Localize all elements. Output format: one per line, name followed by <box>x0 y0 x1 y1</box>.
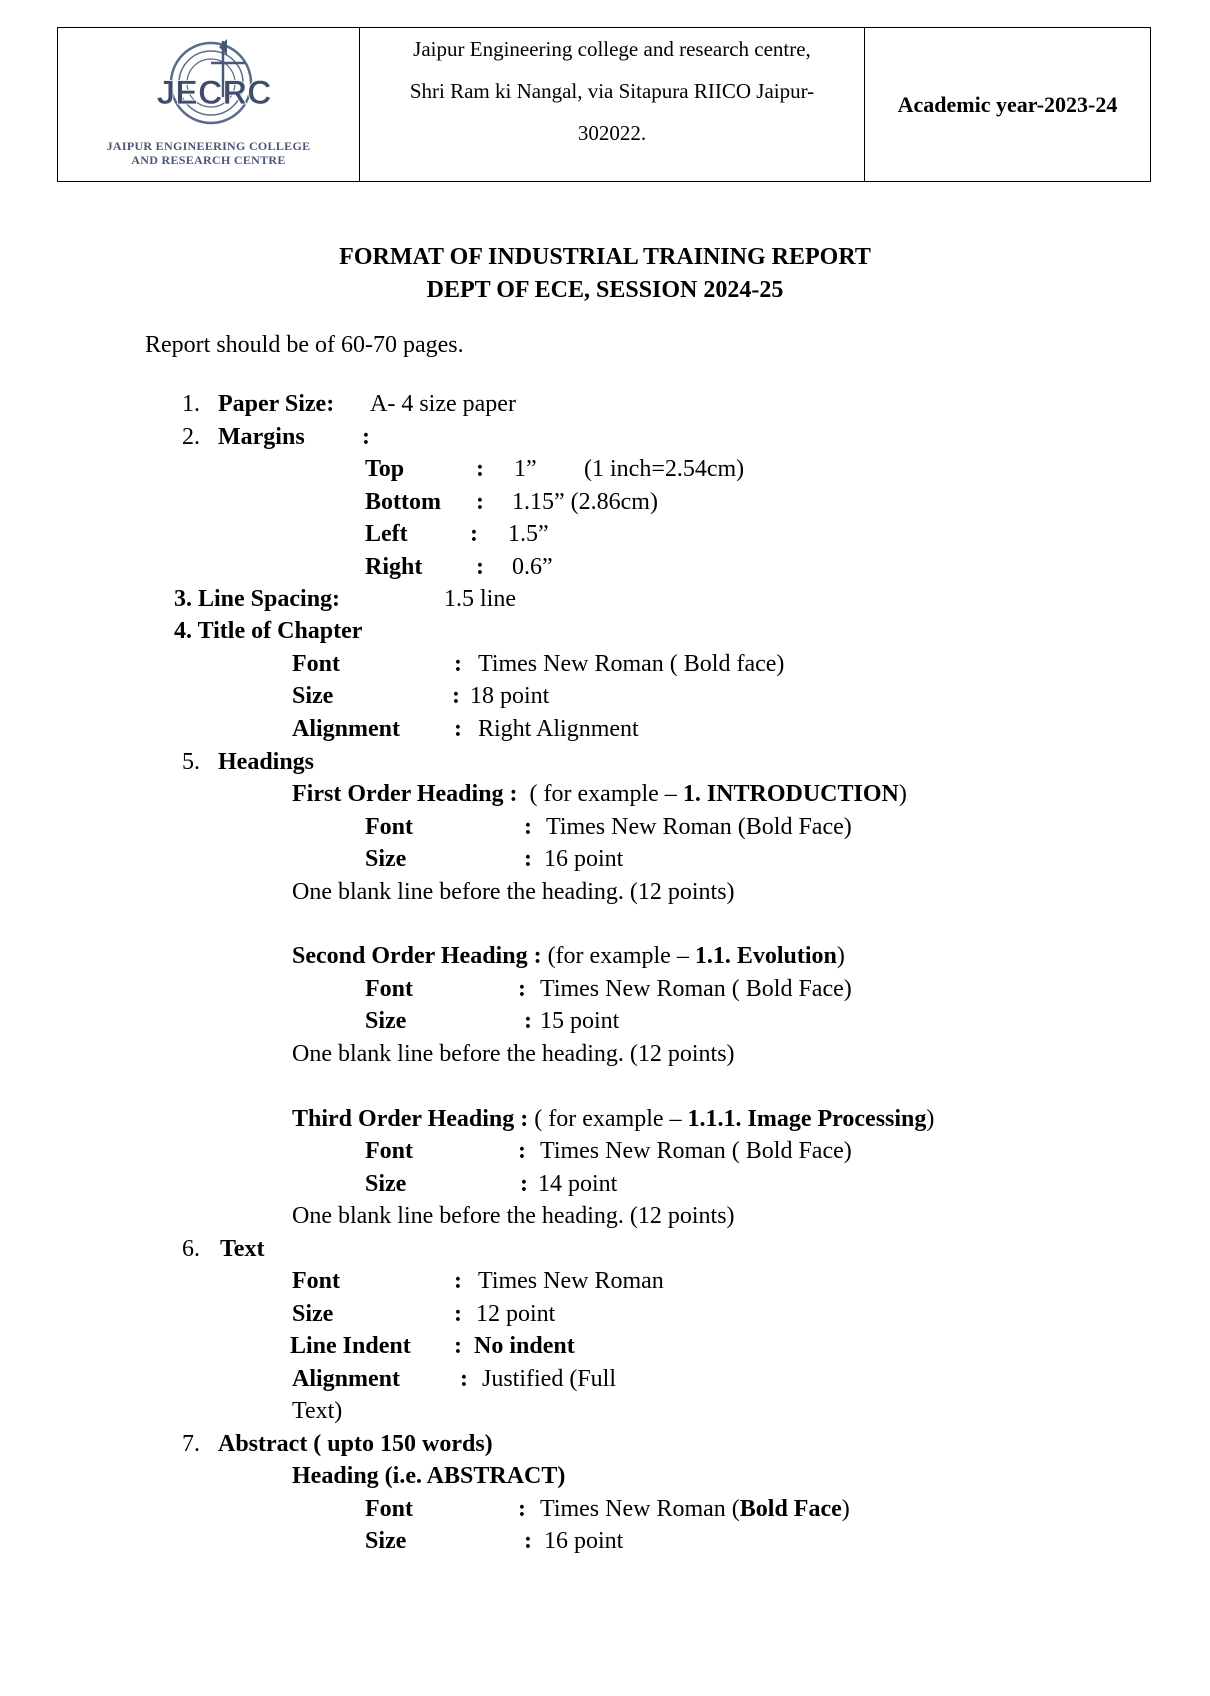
colon: : <box>460 1366 468 1392</box>
margin-bottom-label: Bottom <box>365 489 441 515</box>
second-order-heading-line <box>292 942 845 970</box>
colon: : <box>518 1138 526 1164</box>
margin-left-value: 1.5” <box>508 521 549 547</box>
first-size-value: 16 point <box>544 846 624 872</box>
colon: : <box>454 1268 462 1294</box>
colon: : <box>476 554 484 580</box>
margin-top-label: Top <box>365 456 405 482</box>
second-font-label: Font <box>365 976 413 1002</box>
colon: : <box>518 1496 526 1522</box>
chapter-font-value: Times New Roman ( Bold face) <box>478 651 785 677</box>
second-note: One blank line before the heading. (12 points) <box>292 1041 735 1067</box>
text-label: Text <box>220 1236 265 1262</box>
first-order-heading-label: First Order Heading : <box>292 781 518 807</box>
third-font-label: Font <box>365 1138 413 1164</box>
item-number: 5. <box>182 749 200 775</box>
address-cell <box>360 28 865 181</box>
logo-text-line2: AND RESEARCH CENTRE <box>131 153 286 167</box>
abstract-font-value <box>540 1495 850 1523</box>
text-align-value: Justified (Full <box>482 1366 617 1392</box>
abstract-size-value: 16 point <box>544 1528 624 1554</box>
example-prefix: (for example – <box>547 943 689 969</box>
chapter-title-label: 4. Title of Chapter <box>174 618 363 644</box>
first-order-heading-line <box>292 780 907 808</box>
colon: : <box>524 846 532 872</box>
colon: : <box>454 716 462 742</box>
first-font-value: Times New Roman (Bold Face) <box>546 814 852 840</box>
paper-size-label: Paper Size: <box>218 391 335 417</box>
third-order-heading-label: Third Order Heading : <box>292 1106 529 1132</box>
example-bold: 1.1. Evolution <box>694 943 837 969</box>
first-font-label: Font <box>365 814 413 840</box>
example-suffix: ) <box>836 943 845 969</box>
margins-label: Margins <box>218 424 305 450</box>
colon: : <box>452 683 460 709</box>
colon: : <box>454 1301 462 1327</box>
colon: : <box>454 651 462 677</box>
colon: : <box>470 521 478 547</box>
abstract-font-label: Font <box>365 1496 413 1522</box>
colon: : <box>476 456 484 482</box>
abstract-size-label: Size <box>365 1528 407 1554</box>
svg-text:JECRC: JECRC <box>156 74 272 112</box>
colon: : <box>520 1171 528 1197</box>
text-align-label: Alignment <box>292 1366 400 1392</box>
academic-year: Academic year-2023-24 <box>897 91 1118 117</box>
headings-label: Headings <box>218 749 315 775</box>
header-table <box>57 27 1151 182</box>
text-size-value: 12 point <box>476 1301 556 1327</box>
margin-top-value: 1” <box>514 456 537 482</box>
example-bold: 1. INTRODUCTION <box>682 781 899 807</box>
jecrc-wordmark <box>156 64 272 116</box>
font-value-prefix: Times New Roman ( <box>540 1496 740 1522</box>
line-spacing-label: 3. Line Spacing: <box>174 586 341 612</box>
third-order-heading-line <box>292 1105 934 1133</box>
chapter-align-label: Alignment <box>292 716 400 742</box>
text-indent-value: No indent <box>474 1333 575 1359</box>
text-size-label: Size <box>292 1301 334 1327</box>
intro-text: Report should be of 60-70 pages. <box>145 332 464 358</box>
second-size-value: 15 point <box>540 1008 620 1034</box>
third-size-label: Size <box>365 1171 407 1197</box>
abstract-label: Abstract ( upto 150 words) <box>218 1431 493 1457</box>
document-subtitle: DEPT OF ECE, SESSION 2024-25 <box>426 277 784 303</box>
item-number: 2. <box>182 424 200 450</box>
text-align-value-cont: Text) <box>292 1398 343 1424</box>
chapter-size-value: 18 point <box>470 683 550 709</box>
example-bold: 1.1.1. Image Processing <box>687 1106 927 1132</box>
margins-colon: : <box>362 424 370 450</box>
colon: : <box>454 1333 462 1359</box>
colon: : <box>524 814 532 840</box>
margin-right-value: 0.6” <box>512 554 553 580</box>
example-suffix: ) <box>898 781 907 807</box>
item-number: 1. <box>182 391 200 417</box>
text-indent-label: Line Indent <box>290 1333 411 1359</box>
item-number: 6. <box>182 1236 200 1262</box>
colon: : <box>518 976 526 1002</box>
first-size-label: Size <box>365 846 407 872</box>
font-value-suffix: ) <box>841 1496 850 1522</box>
example-suffix: ) <box>926 1106 935 1132</box>
third-font-value: Times New Roman ( Bold Face) <box>540 1138 852 1164</box>
document-title: FORMAT OF INDUSTRIAL TRAINING REPORT <box>339 244 871 270</box>
address-line1: Jaipur Engineering college and research centre, <box>413 37 811 61</box>
second-order-heading-label: Second Order Heading : <box>292 943 542 969</box>
text-font-value: Times New Roman <box>478 1268 664 1294</box>
font-value-bold: Bold Face <box>739 1496 842 1522</box>
abstract-heading: Heading (i.e. ABSTRACT) <box>292 1463 566 1489</box>
address-line2: Shri Ram ki Nangal, via Sitapura RIICO Jaipur- <box>409 79 815 103</box>
logo-cell <box>58 28 360 181</box>
margin-bottom-value: 1.15” (2.86cm) <box>512 489 658 515</box>
second-size-label: Size <box>365 1008 407 1034</box>
text-font-label: Font <box>292 1268 340 1294</box>
first-note: One blank line before the heading. (12 points) <box>292 879 735 905</box>
chapter-size-label: Size <box>292 683 334 709</box>
line-spacing-value: 1.5 line <box>444 586 516 612</box>
example-prefix: ( for example – <box>529 781 677 807</box>
colon: : <box>524 1528 532 1554</box>
second-font-value: Times New Roman ( Bold Face) <box>540 976 852 1002</box>
margin-top-note: (1 inch=2.54cm) <box>584 456 745 482</box>
paper-size-value: A- 4 size paper <box>370 391 516 417</box>
third-size-value: 14 point <box>538 1171 618 1197</box>
colon: : <box>524 1008 532 1034</box>
example-prefix: ( for example – <box>534 1106 682 1132</box>
academic-year-cell <box>865 28 1150 181</box>
logo-text-line1: JAIPUR ENGINEERING COLLEGE <box>106 139 311 153</box>
margin-right-label: Right <box>365 554 423 580</box>
margin-left-label: Left <box>365 521 408 547</box>
chapter-align-value: Right Alignment <box>478 716 639 742</box>
address-line3: 302022. <box>577 121 647 145</box>
colon: : <box>476 489 484 515</box>
item-number: 7. <box>182 1431 200 1457</box>
chapter-font-label: Font <box>292 651 340 677</box>
third-note: One blank line before the heading. (12 points) <box>292 1203 735 1229</box>
